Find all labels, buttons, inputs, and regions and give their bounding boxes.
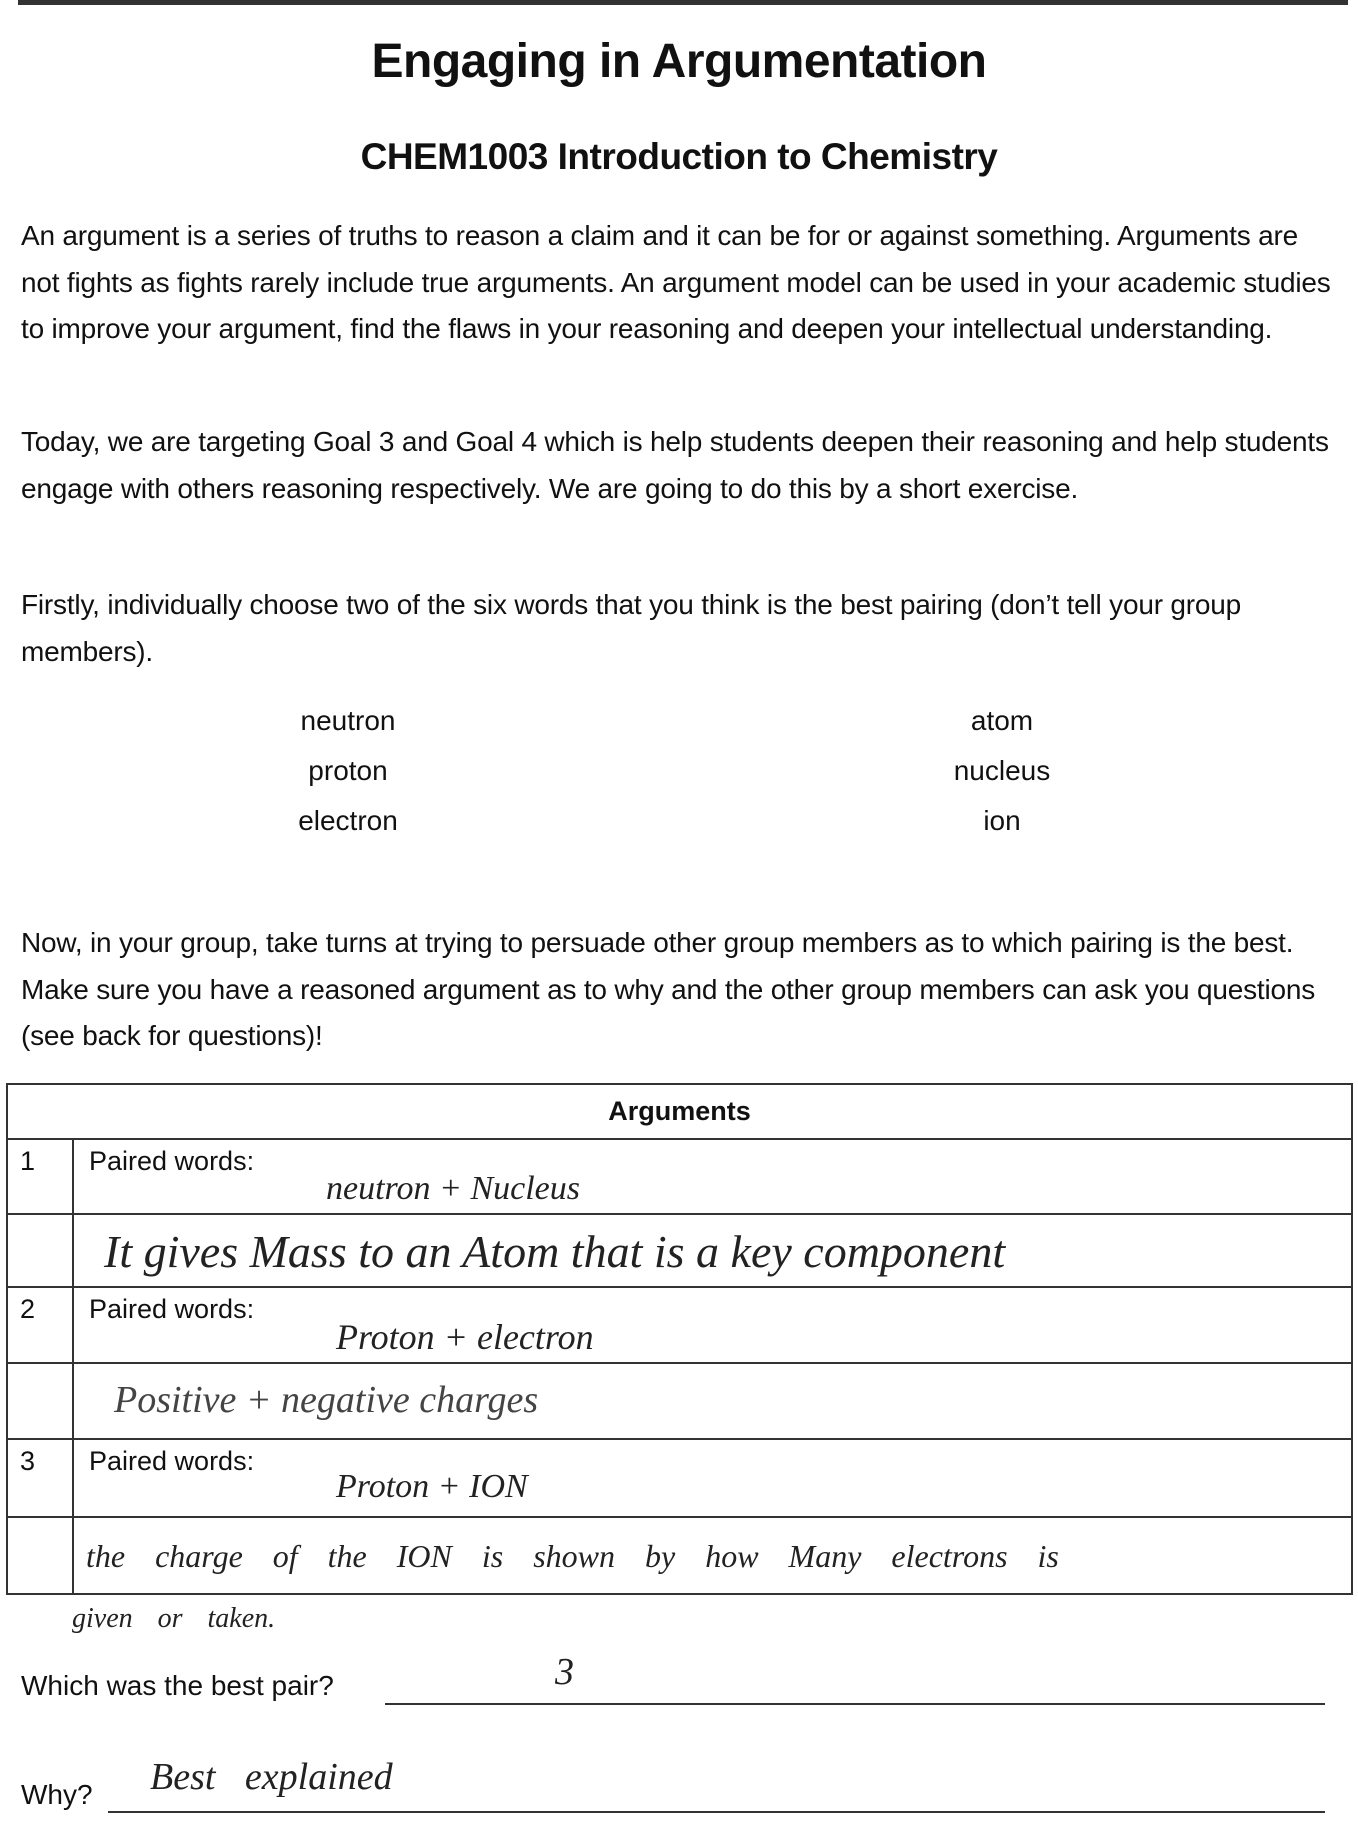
page-subtitle: CHEM1003 Introduction to Chemistry	[360, 136, 998, 177]
row-number: 2	[7, 1287, 73, 1363]
paired-words-label: Paired words:	[89, 1294, 255, 1324]
table-row	[7, 1287, 1352, 1363]
reason-answer[interactable]: the charge of the ION is shown by how Many electrons is	[86, 1538, 1059, 1574]
why-label: Why?	[21, 1779, 93, 1810]
pair-answer[interactable]: Proton + ION	[336, 1468, 528, 1505]
page-title: Engaging in Argumentation	[371, 35, 987, 88]
table-header: Arguments	[7, 1084, 1352, 1139]
best-pair-label: Which was the best pair?	[21, 1670, 334, 1701]
why-line	[108, 1811, 1325, 1813]
best-pair-answer[interactable]: 3	[555, 1651, 574, 1693]
word-ion: ion	[983, 805, 1021, 836]
table-row	[7, 1517, 1352, 1594]
word-neutron: neutron	[300, 705, 396, 736]
table-row	[7, 1363, 1352, 1439]
word-proton: proton	[308, 755, 388, 786]
reason-answer[interactable]: Positive + negative charges	[114, 1379, 539, 1421]
paired-words-label: Paired words:	[89, 1446, 255, 1476]
word-atom: atom	[970, 705, 1034, 736]
pair-answer[interactable]: Proton + electron	[336, 1317, 594, 1357]
best-pair-line	[385, 1703, 1325, 1705]
row-number: 1	[7, 1139, 73, 1214]
reason-answer[interactable]: It gives Mass to an Atom that is a key component	[104, 1226, 1006, 1277]
row-number: 3	[7, 1439, 73, 1517]
group-paragraph: Now, in your group, take turns at trying to persuade other group members as to which pairing is the best. Make sure you have a reasoned argument as to why and the other group members can ask you questions (see back for questions)!	[21, 927, 1316, 1051]
goals-paragraph: Today, we are targeting Goal 3 and Goal 4 which is help students deepen their reasoning and help students engage with others reasoning respectively. We are going to do this by a short exercise.	[21, 426, 1329, 504]
reason-overflow: given or taken.	[72, 1603, 276, 1634]
top-rule	[18, 0, 1348, 5]
why-answer[interactable]: Best explained	[150, 1756, 393, 1798]
intro-paragraph: An argument is a series of truths to reason a claim and it can be for or against something. Arguments are not fights as fights rarely include true arguments. An argument model can be used in your academic studies to improve your argument, find the flaws in your reasoning and deepen your intellectual understanding.	[21, 220, 1331, 344]
table-row	[7, 1139, 1352, 1214]
pair-answer[interactable]: neutron + Nucleus	[326, 1170, 580, 1207]
table-row	[7, 1439, 1352, 1517]
word-electron: electron	[298, 805, 398, 836]
word-nucleus: nucleus	[953, 755, 1051, 786]
paired-words-label: Paired words:	[89, 1146, 255, 1176]
arguments-table	[6, 1083, 1353, 1595]
instructions-paragraph: Firstly, individually choose two of the six words that you think is the best pairing (don’t tell your group members).	[21, 589, 1242, 667]
table-row	[7, 1214, 1352, 1287]
